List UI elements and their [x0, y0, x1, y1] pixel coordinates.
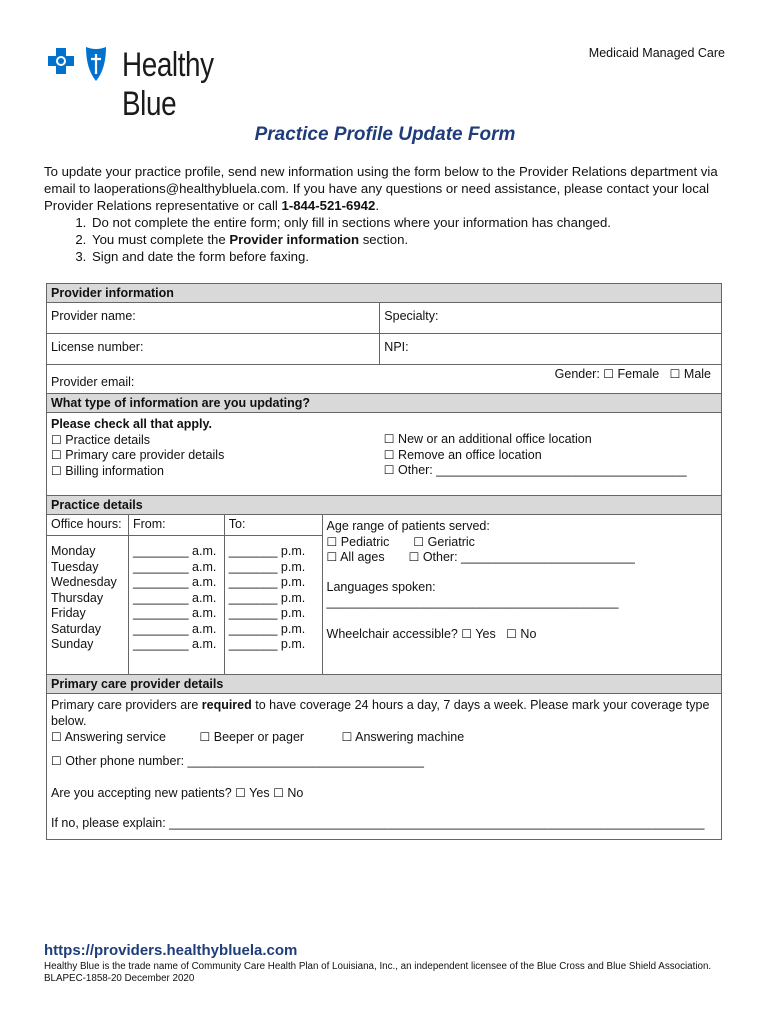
instruction-item: 3. Sign and date the form before faxing.	[90, 248, 734, 265]
blue-cross-icon	[48, 46, 74, 74]
update-options-left: Please check all that apply. ☐ Practice details ☐ Primary care provider details ☐ Billing information	[47, 413, 380, 496]
other-phone-field[interactable]: Other phone number: __________________________________	[65, 754, 424, 768]
checkbox-icon[interactable]: ☐	[506, 626, 517, 641]
checkbox-icon[interactable]: ☐	[51, 448, 62, 462]
instruction-list	[44, 214, 734, 265]
checkbox-icon[interactable]: ☐	[326, 534, 338, 549]
update-options-right: ☐ New or an additional office location ☐ Remove an office location ☐ Other: ____________________________________	[380, 413, 722, 496]
blue-shield-icon	[86, 47, 106, 81]
footer	[44, 942, 734, 985]
checkbox-icon[interactable]: ☐	[235, 786, 246, 800]
to-label: To:	[224, 515, 322, 536]
program-label: Medicaid Managed Care	[588, 46, 725, 60]
checkbox-icon[interactable]: ☐	[341, 730, 353, 744]
instruction-item: 1. Do not complete the entire form; only fill in sections where your information has changed.	[90, 214, 734, 231]
section-provider-info: Provider information	[47, 284, 722, 303]
accepting-patients-field: Are you accepting new patients? ☐ Yes ☐ No	[51, 786, 304, 800]
section-practice-details: Practice details	[47, 496, 722, 515]
from-label: From:	[128, 515, 224, 536]
checkbox-icon[interactable]: ☐	[383, 447, 395, 462]
checkbox-icon[interactable]: ☐	[51, 432, 62, 447]
checkbox-icon[interactable]: ☐	[383, 463, 395, 477]
checkbox-icon[interactable]: ☐	[603, 367, 615, 381]
npi-field[interactable]: NPI:	[380, 334, 722, 365]
pcp-details-body: Primary care providers are required to have coverage 24 hours a day, 7 days a week. Please mark your coverage type below. ☐ Answering service ☐ Beeper or pager ☐ Answering machine ☐ Other phone number: __________________________________ Are you accepting new patients? ☐ Yes ☐ No If no, please explain: _____________________________________________________________________________	[47, 694, 722, 840]
explain-field[interactable]: If no, please explain: _____________________________________________________________________________	[51, 816, 705, 830]
from-time-fields[interactable]: ________ a.m. ________ a.m. ________ a.m. ________ a.m. ________ a.m. ________ a.m. ________ a.m.	[128, 536, 224, 675]
gender-options: Gender: ☐ Female ☐ Male	[554, 367, 711, 381]
provider-name-field[interactable]: Provider name:	[47, 303, 380, 334]
footer-legal: Healthy Blue is the trade name of Community Care Health Plan of Louisiana, Inc., an independent licensee of the Blue Cross and Blue Shield Association. BLAPEC-1858-20 December 2020	[44, 961, 712, 984]
to-time-fields[interactable]: _______ p.m. _______ p.m. _______ p.m. _______ p.m. _______ p.m. _______ p.m. _______ p.m.	[224, 536, 322, 675]
day-list: Monday Tuesday Wednesday Thursday Friday Saturday Sunday	[47, 536, 129, 675]
specialty-field[interactable]: Specialty:	[380, 303, 722, 334]
office-hours-label: Office hours:	[47, 515, 129, 536]
checkbox-icon[interactable]: ☐	[51, 463, 62, 478]
checkbox-icon[interactable]: ☐	[273, 786, 284, 800]
wheelchair-field: Wheelchair accessible? ☐ Yes ☐ No	[326, 626, 537, 641]
checkbox-icon[interactable]: ☐	[408, 550, 420, 564]
checkbox-icon[interactable]: ☐	[461, 626, 473, 641]
intro-text: To update your practice profile, send new information using the form below to the Provider Relations department via email to laoperations@healthybluela.com. If you have any questions or need assistance, please contact your local Provider Relations representative or call 1-844-521-6942. 1. Do not complete the entire form; only fill in sections where your information has changed. 2. You must complete the Provider information section. 3. Sign and date the form before faxing.	[44, 163, 734, 265]
checkbox-icon[interactable]: ☐	[413, 534, 425, 549]
provider-email-field[interactable]: Provider email: Gender: ☐ Female ☐ Male	[47, 365, 722, 394]
practice-demographics: Age range of patients served: ☐ Pediatric ☐ Geriatric ☐ All ages ☐ Other: _________________________ Languages spoken: __________________________________________ Wheelchair accessible? ☐ Yes ☐ No	[322, 515, 721, 675]
checkbox-icon[interactable]: ☐	[51, 730, 62, 744]
checkbox-icon[interactable]: ☐	[326, 550, 338, 564]
page-title: Practice Profile Update Form	[254, 124, 516, 145]
section-pcp-details: Primary care provider details	[47, 675, 722, 694]
section-update-type: What type of information are you updating?	[47, 394, 722, 413]
checkbox-icon[interactable]: ☐	[51, 754, 62, 768]
languages-field[interactable]: Languages spoken: __________________________________________	[326, 579, 619, 609]
footer-url[interactable]: https://providers.healthybluela.com	[44, 942, 298, 959]
checkbox-icon[interactable]: ☐	[199, 730, 211, 744]
license-number-field[interactable]: License number:	[47, 334, 380, 365]
phone-number: 1-844-521-6942	[281, 198, 376, 213]
profile-form-table	[46, 283, 722, 840]
checkbox-icon[interactable]: ☐	[383, 432, 395, 446]
brand-logo	[44, 44, 284, 123]
instruction-item: 2. You must complete the Provider information section.	[90, 231, 734, 248]
checkbox-icon[interactable]: ☐	[669, 367, 681, 381]
brand-name: Healthy Blue	[122, 46, 214, 123]
